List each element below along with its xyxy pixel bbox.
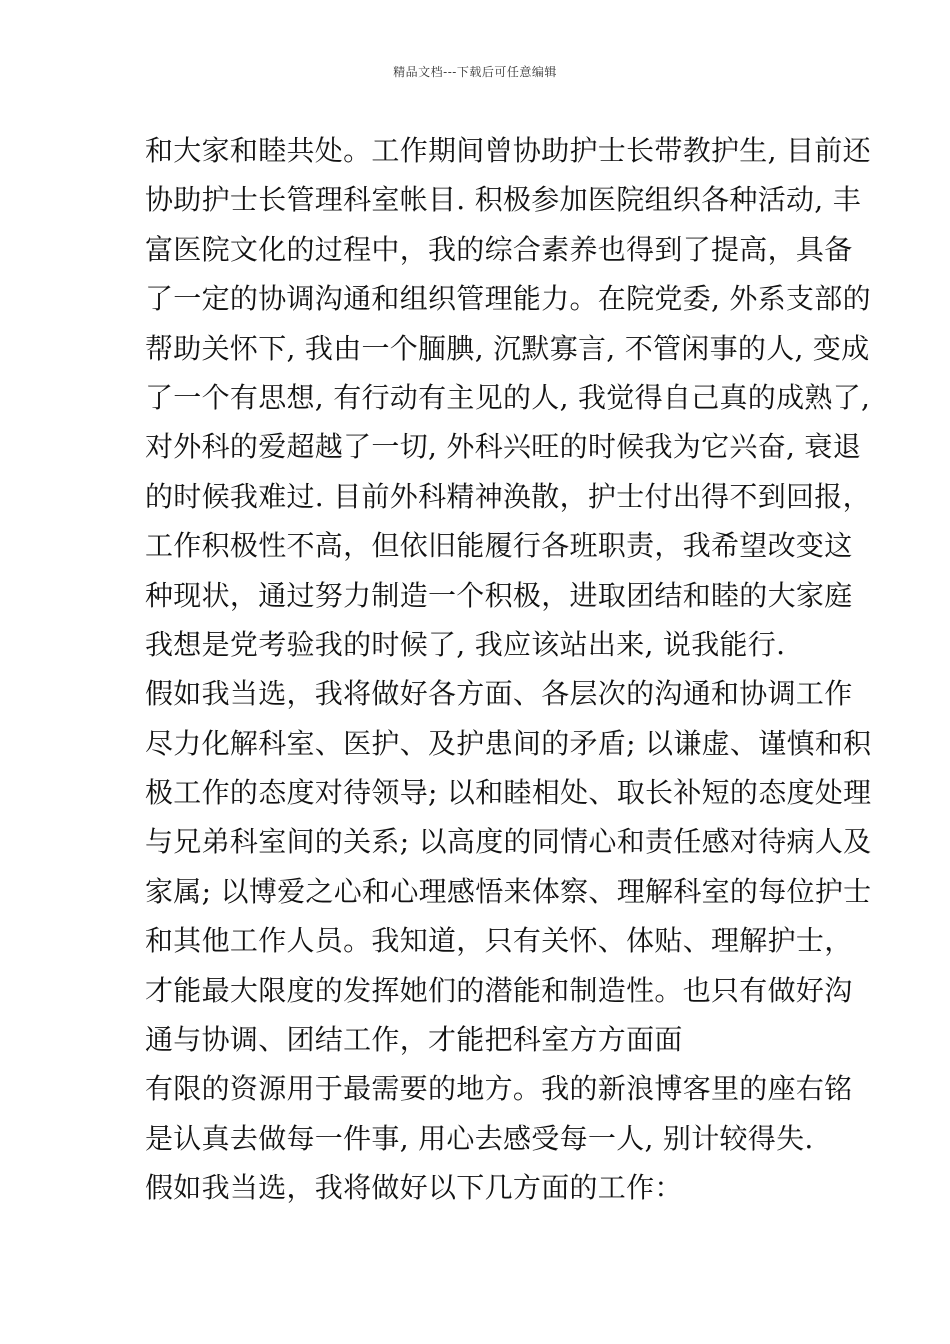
text-line: 富医院文化的过程中，我的综合素养也得到了提高，具备 bbox=[145, 232, 853, 266]
text-line: 的时候我难过. 目前外科精神涣散，护士付出得不到回报， bbox=[145, 479, 871, 513]
text-line: 工作积极性不高，但依旧能履行各班职责，我希望改变这 bbox=[145, 529, 853, 563]
text-line: 了一个有思想, 有行动有主见的人, 我觉得自己真的成熟了, bbox=[145, 380, 871, 414]
text-line: 协助护士长管理科室帐目. 积极参加医院组织各种活动, 丰 bbox=[145, 183, 862, 217]
text-line: 种现状，通过努力制造一个积极，进取团结和睦的大家庭 bbox=[145, 578, 853, 612]
text-line: 家属; 以博爱之心和心理感悟来体察、理解科室的每位护士 bbox=[145, 874, 872, 908]
text-line: 假如我当选，我将做好各方面、各层次的沟通和协调工作 bbox=[145, 677, 853, 711]
text-line: 是认真去做每一件事, 用心去感受每一人, 别计较得失. bbox=[145, 1121, 814, 1155]
text-line: 和其他工作人员。我知道，只有关怀、体贴、理解护士， bbox=[145, 924, 853, 958]
text-line: 尽力化解科室、医护、及护患间的矛盾; 以谦虚、谨慎和积 bbox=[145, 726, 872, 760]
text-line: 假如我当选，我将做好以下几方面的工作： bbox=[145, 1171, 683, 1205]
text-line: 我想是党考验我的时候了, 我应该站出来, 说我能行. bbox=[145, 627, 786, 661]
text-line: 对外科的爱超越了一切, 外科兴旺的时候我为它兴奋, 衰退 bbox=[145, 430, 862, 464]
text-line: 有限的资源用于最需要的地方。我的新浪博客里的座右铭 bbox=[145, 1072, 853, 1106]
text-line: 通与协调、团结工作，才能把科室方方面面 bbox=[145, 1023, 683, 1057]
text-line: 了一定的协调沟通和组织管理能力。在院党委, 外系支部的 bbox=[145, 282, 871, 316]
text-line: 才能最大限度的发挥她们的潜能和制造性。也只有做好沟 bbox=[145, 973, 853, 1007]
text-line: 帮助关怀下, 我由一个腼腆, 沉默寡言, 不管闲事的人, 变成 bbox=[145, 331, 870, 365]
body-text bbox=[145, 126, 872, 1213]
text-line: 和大家和睦共处。工作期间曾协助护士长带教护生, 目前还 bbox=[145, 134, 871, 167]
text-line: 极工作的态度对待领导; 以和睦相处、取长补短的态度处理 bbox=[145, 776, 872, 810]
page-header: 精品文档---下载后可任意编辑 bbox=[393, 65, 557, 79]
text-line: 与兄弟科室间的关系; 以高度的同情心和责任感对待病人及 bbox=[145, 825, 872, 859]
